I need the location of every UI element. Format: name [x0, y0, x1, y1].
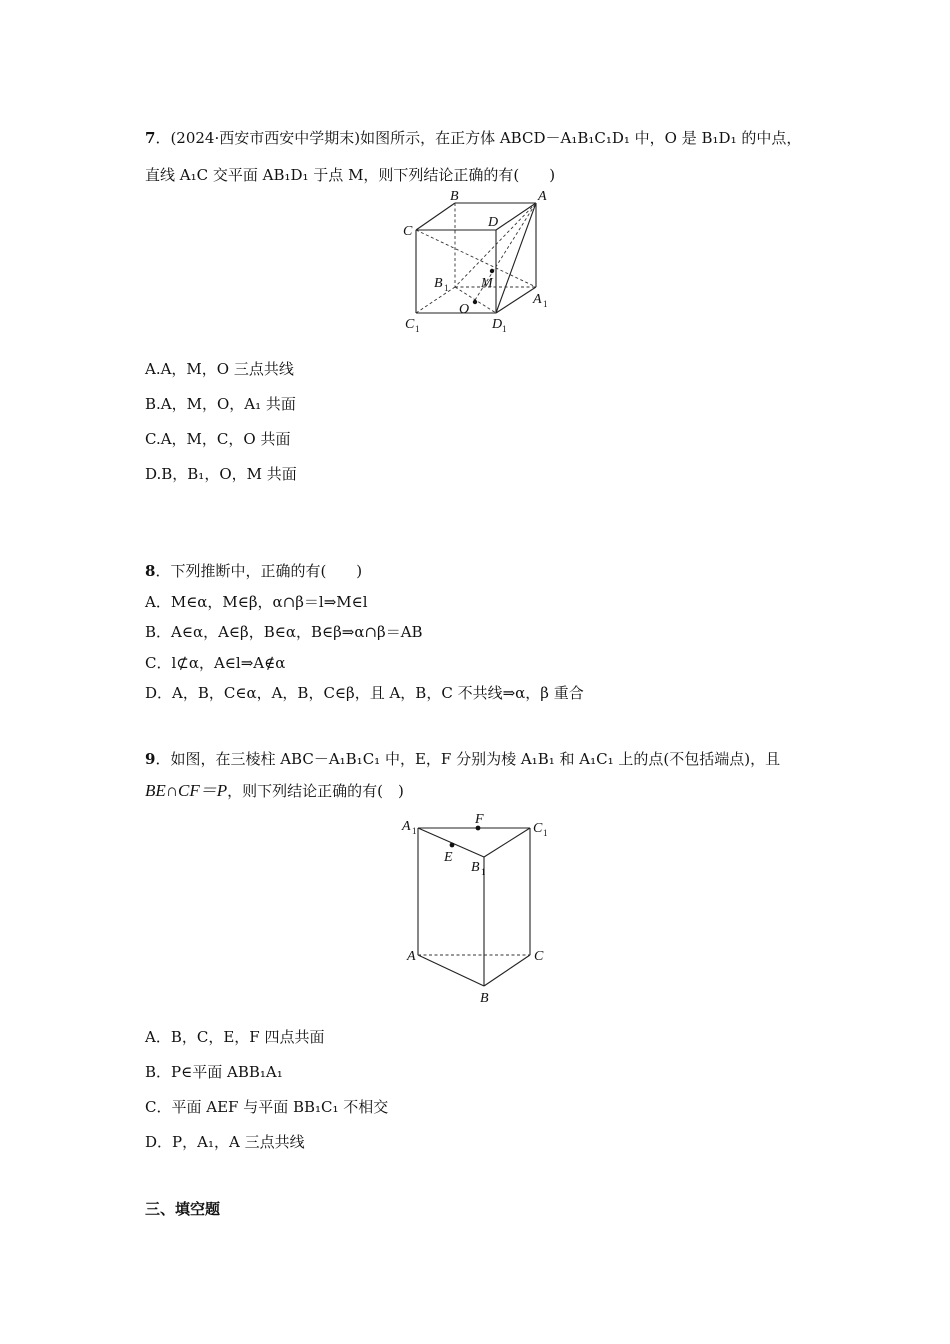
q9-option-c: C．平面 AEF 与平面 BB₁C₁ 不相交 [145, 1098, 389, 1116]
cube-label-b1: B [434, 276, 443, 291]
cube-label-c1: C [405, 317, 415, 332]
q9-stem-line1 [145, 749, 780, 769]
q8-text: ．下列推断中，正确的有( ) [155, 562, 363, 580]
prism-label-c1: C [533, 821, 543, 836]
prism-label-a: A [407, 949, 416, 964]
q8-number: 8 [145, 562, 156, 580]
prism-label-a1-sub: 1 [412, 826, 417, 836]
cube-label-b1-sub: 1 [444, 283, 449, 293]
point-m [490, 269, 494, 273]
prism-label-a1: A [402, 819, 411, 834]
prism-label-b1: B [471, 860, 480, 875]
q7-text-line1: ．(2024·西安市西安中学期末)如图所示，在正方体 ABCD－A₁B₁C₁D₁ 中，O 是 B₁D₁ 的中点， [155, 129, 802, 147]
q7-number: 7 [145, 129, 156, 147]
q9-option-d: D．P，A₁，A 三点共线 [145, 1133, 305, 1151]
q8-option-c: C．l⊄α，A∈l⇒A∉α [145, 654, 286, 672]
q9-stem-line2 [145, 781, 404, 801]
q7-stem-line1 [145, 128, 801, 148]
cube-label-b: B [450, 190, 459, 204]
q9-option-a: A．B，C，E，F 四点共面 [145, 1028, 325, 1046]
q7-option-a: A.A，M，O 三点共线 [145, 360, 294, 378]
cube-label-c1-sub: 1 [415, 324, 420, 334]
point-e [450, 843, 455, 848]
cube-label-c: C [403, 224, 413, 239]
q7-option-b: B.A，M，O，A₁ 共面 [145, 395, 296, 413]
q7-option-d: D.B，B₁，O，M 共面 [145, 465, 297, 483]
cube-figure [395, 190, 565, 340]
prism-label-c1-sub: 1 [543, 828, 548, 838]
q7-option-c: C.A，M，C，O 共面 [145, 430, 291, 448]
cube-label-a1: A [533, 292, 542, 307]
prism-figure [395, 810, 565, 1010]
section-heading: 三、填空题 [145, 1200, 221, 1218]
cube-label-o: O [459, 302, 470, 317]
prism-label-e: E [444, 850, 453, 865]
q9-number: 9 [145, 750, 156, 768]
cube-label-d1-sub: 1 [502, 324, 507, 334]
prism-label-f: F [475, 812, 484, 827]
prism-label-b: B [480, 991, 489, 1006]
q9-text-line2: ，则下列结论正确的有( ) [227, 782, 404, 800]
cube-label-m: M [481, 276, 493, 291]
q8-option-d: D．A，B，C∈α，A，B，C∈β，且 A，B，C 不共线⇒α，β 重合 [145, 684, 584, 702]
q9-text-line1: ．如图，在三棱柱 ABC－A₁B₁C₁ 中，E，F 分别为棱 A₁B₁ 和 A₁C₁ 上的点(不包括端点)，且 [155, 750, 781, 768]
q8-option-a: A．M∈α，M∈β，α∩β＝l⇒M∈l [145, 593, 368, 611]
cube-label-d1: D [492, 317, 503, 332]
q9-option-b: B．P∈平面 ABB₁A₁ [145, 1063, 283, 1081]
q8-option-b: B．A∈α，A∈β，B∈α，B∈β⇒α∩β＝AB [145, 623, 423, 641]
prism-label-c: C [534, 949, 544, 964]
q8-stem [145, 561, 362, 581]
cube-label-a1-sub: 1 [543, 299, 548, 309]
point-o [473, 300, 477, 304]
q7-stem-line2: 直线 A₁C 交平面 AB₁D₁ 于点 M，则下列结论正确的有( ) [145, 166, 556, 184]
cube-label-a: A [538, 190, 547, 204]
prism-label-b1-sub: 1 [481, 867, 486, 877]
q9-formula: BE∩CF＝P [145, 781, 228, 800]
cube-label-d: D [488, 215, 499, 230]
